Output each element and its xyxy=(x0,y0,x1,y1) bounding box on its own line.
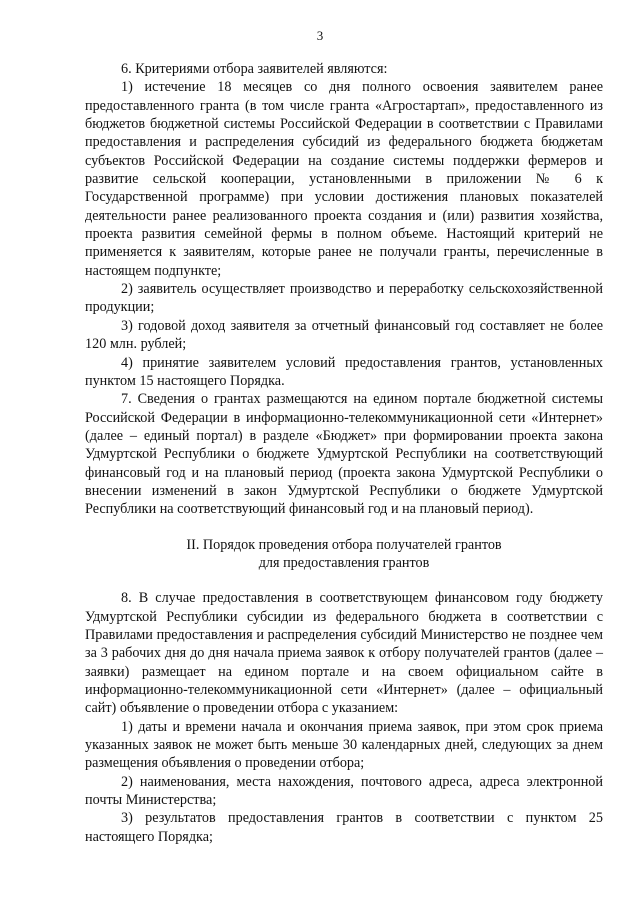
section-heading xyxy=(85,536,603,573)
page-number: 3 xyxy=(316,28,324,43)
paragraph-7: 7. Сведения о грантах размещаются на едином портале бюджетной системы Российской Федерации в информационно-телекоммуникационной сети «Интернет» (далее – единый портал) в разделе «Бюджет» при формировании проекта закона Удмуртской Республики о бюджете Удмуртской Республики на соответствующий финансовый год и на плановый период (проекта закона Удмуртской Республики о внесении изменений в закон Удмуртской Республики о бюджете Удмуртской Республики на соответствующий финансовый год и на плановый период). xyxy=(85,391,603,518)
paragraph-6-1: 1) истечение 18 месяцев со дня полного освоения заявителем ранее предоставленного гранта (в том числе гранта «Агростартап», предоставленного из бюджетов бюджетной системы Российской Федерации в соответствии с Правилами предоставления и распределения субсидий из федерального бюджета бюджетам субъектов Российской Федерации на создание системы поддержки фермеров и развитие сельской кооперации, установленными в приложении № 6 к Государственной программе) при условии достижения плановых показателей деятельности ранее реализованного проекта создания и (или) развития хозяйства, проекта развития семейной фермы в полном объеме. Настоящий критерий не применяется к заявителям, которые ранее не получали гранты, перечисленные в настоящем подпункте; xyxy=(85,79,603,279)
paragraph-6: 6. Критериями отбора заявителей являются: xyxy=(121,61,388,77)
paragraph-6-4: 4) принятие заявителем условий предоставления грантов, установленных пунктом 15 настоящего Порядка. xyxy=(85,354,603,389)
paragraph-8-2: 2) наименования, места нахождения, почтового адреса, адреса электронной почты Министерства; xyxy=(85,773,603,809)
paragraph-8-3: 3) результатов предоставления грантов в соответствии с пунктом 25 настоящего Порядка; xyxy=(85,810,603,845)
paragraph-8-1: 1) даты и времени начала и окончания приема заявок, при этом срок приема указанных заявок не может быть меньше 30 календарных дней, следующих за днем размещения объявления о проведении отбора; xyxy=(85,718,603,772)
section-heading-line-1: II. Порядок проведения отбора получателей грантов xyxy=(186,536,502,553)
paragraph-8: 8. В случае предоставления в соответствующем финансовом году бюджету Удмуртской Республики субсидии из федерального бюджета в соответствии с Правилами предоставления и распределения субсидий Министерство не позднее чем за 3 рабочих дня до дня начала приема заявок к отбору получателей грантов (далее – заявки) размещает на едином портале и на своем официальном сайте в информационно-телекоммуникационной сети «Интернет» (далее – официальный сайт) объявление о проведении отбора с указанием: xyxy=(85,590,603,717)
section-heading-line-2: для предоставления грантов xyxy=(258,554,430,571)
paragraph-6-2: 2) заявитель осуществляет производство и переработку сельскохозяйственной продукции; xyxy=(85,281,603,316)
paragraph-6-3: 3) годовой доход заявителя за отчетный финансовый год составляет не более 120 млн. рублей; xyxy=(85,317,603,353)
document-body xyxy=(85,60,603,846)
